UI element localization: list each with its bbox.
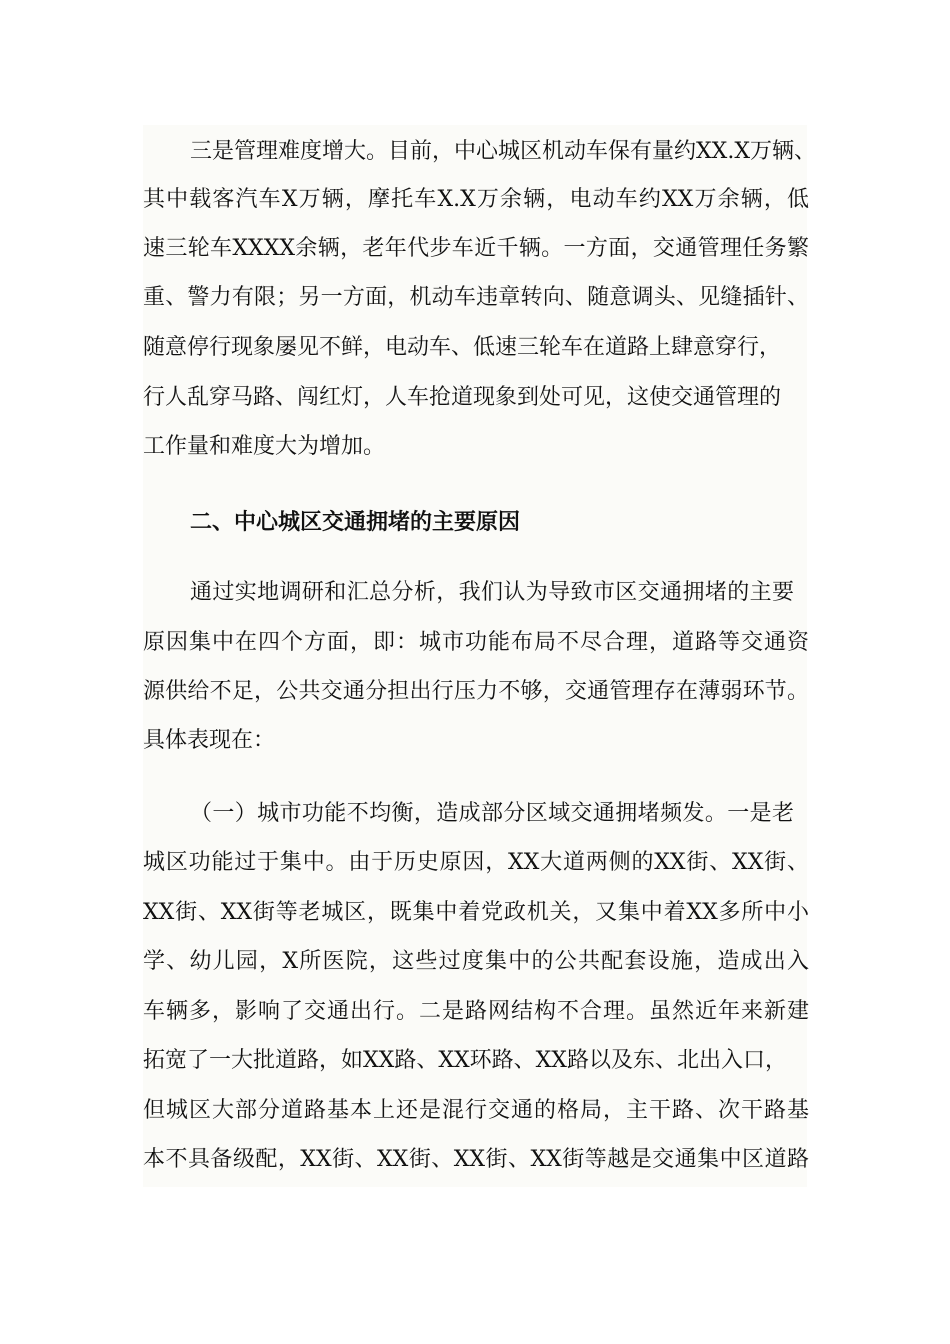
paragraph-line: XX街、XX街等老城区，既集中着党政机关，又集中着XX多所中小: [143, 900, 809, 925]
paragraph-line: 车辆多，影响了交通出行。二是路网结构不合理。虽然近年来新建: [143, 999, 809, 1024]
paragraph-line: 本不具备级配，XX街、XX街、XX街、XX街等越是交通集中区道路: [143, 1147, 809, 1172]
paragraph-line: 随意停行现象屡见不鲜，电动车、低速三轮车在道路上肆意穿行，: [143, 335, 782, 360]
paragraph-line: 其中载客汽车X万辆，摩托车X.X万余辆，电动车约XX万余辆，低: [143, 187, 809, 212]
paragraph-line: 通过实地调研和汇总分析，我们认为导致市区交通拥堵的主要: [190, 580, 794, 605]
paragraph-line: 具体表现在：: [143, 728, 276, 753]
paragraph-line: 城区功能过于集中。由于历史原因，XX大道两侧的XX街、XX街、: [143, 850, 809, 875]
paragraph-line: 速三轮车XXXX余辆，老年代步车近千辆。一方面，交通管理任务繁: [143, 236, 809, 261]
paragraph-line: 拓宽了一大批道路，如XX路、XX环路、XX路以及东、北出入口，: [143, 1048, 787, 1073]
paragraph-line: 重、警力有限；另一方面，机动车违章转向、随意调头、见缝插针、: [143, 285, 809, 310]
paragraph-line: （一）城市功能不均衡，造成部分区域交通拥堵频发。一是老: [190, 801, 794, 826]
paragraph-line: 三是管理难度增大。目前，中心城区机动车保有量约XX.X万辆、: [190, 139, 816, 164]
paragraph-line: 工作量和难度大为增加。: [143, 434, 386, 459]
paragraph-line: 原因集中在四个方面，即：城市功能布局不尽合理，道路等交通资: [143, 630, 809, 655]
paragraph-line: 行人乱穿马路、闯红灯，人车抢道现象到处可见，这使交通管理的: [143, 385, 782, 410]
paragraph-line: 源供给不足，公共交通分担出行压力不够，交通管理存在薄弱环节。: [143, 679, 809, 704]
paragraph-line: 学、幼儿园，X所医院，这些过度集中的公共配套设施，造成出入: [143, 949, 809, 974]
paragraph-line: 但城区大部分道路基本上还是混行交通的格局，主干路、次干路基: [143, 1098, 809, 1123]
section-heading: 二、中心城区交通拥堵的主要原因: [190, 509, 521, 535]
